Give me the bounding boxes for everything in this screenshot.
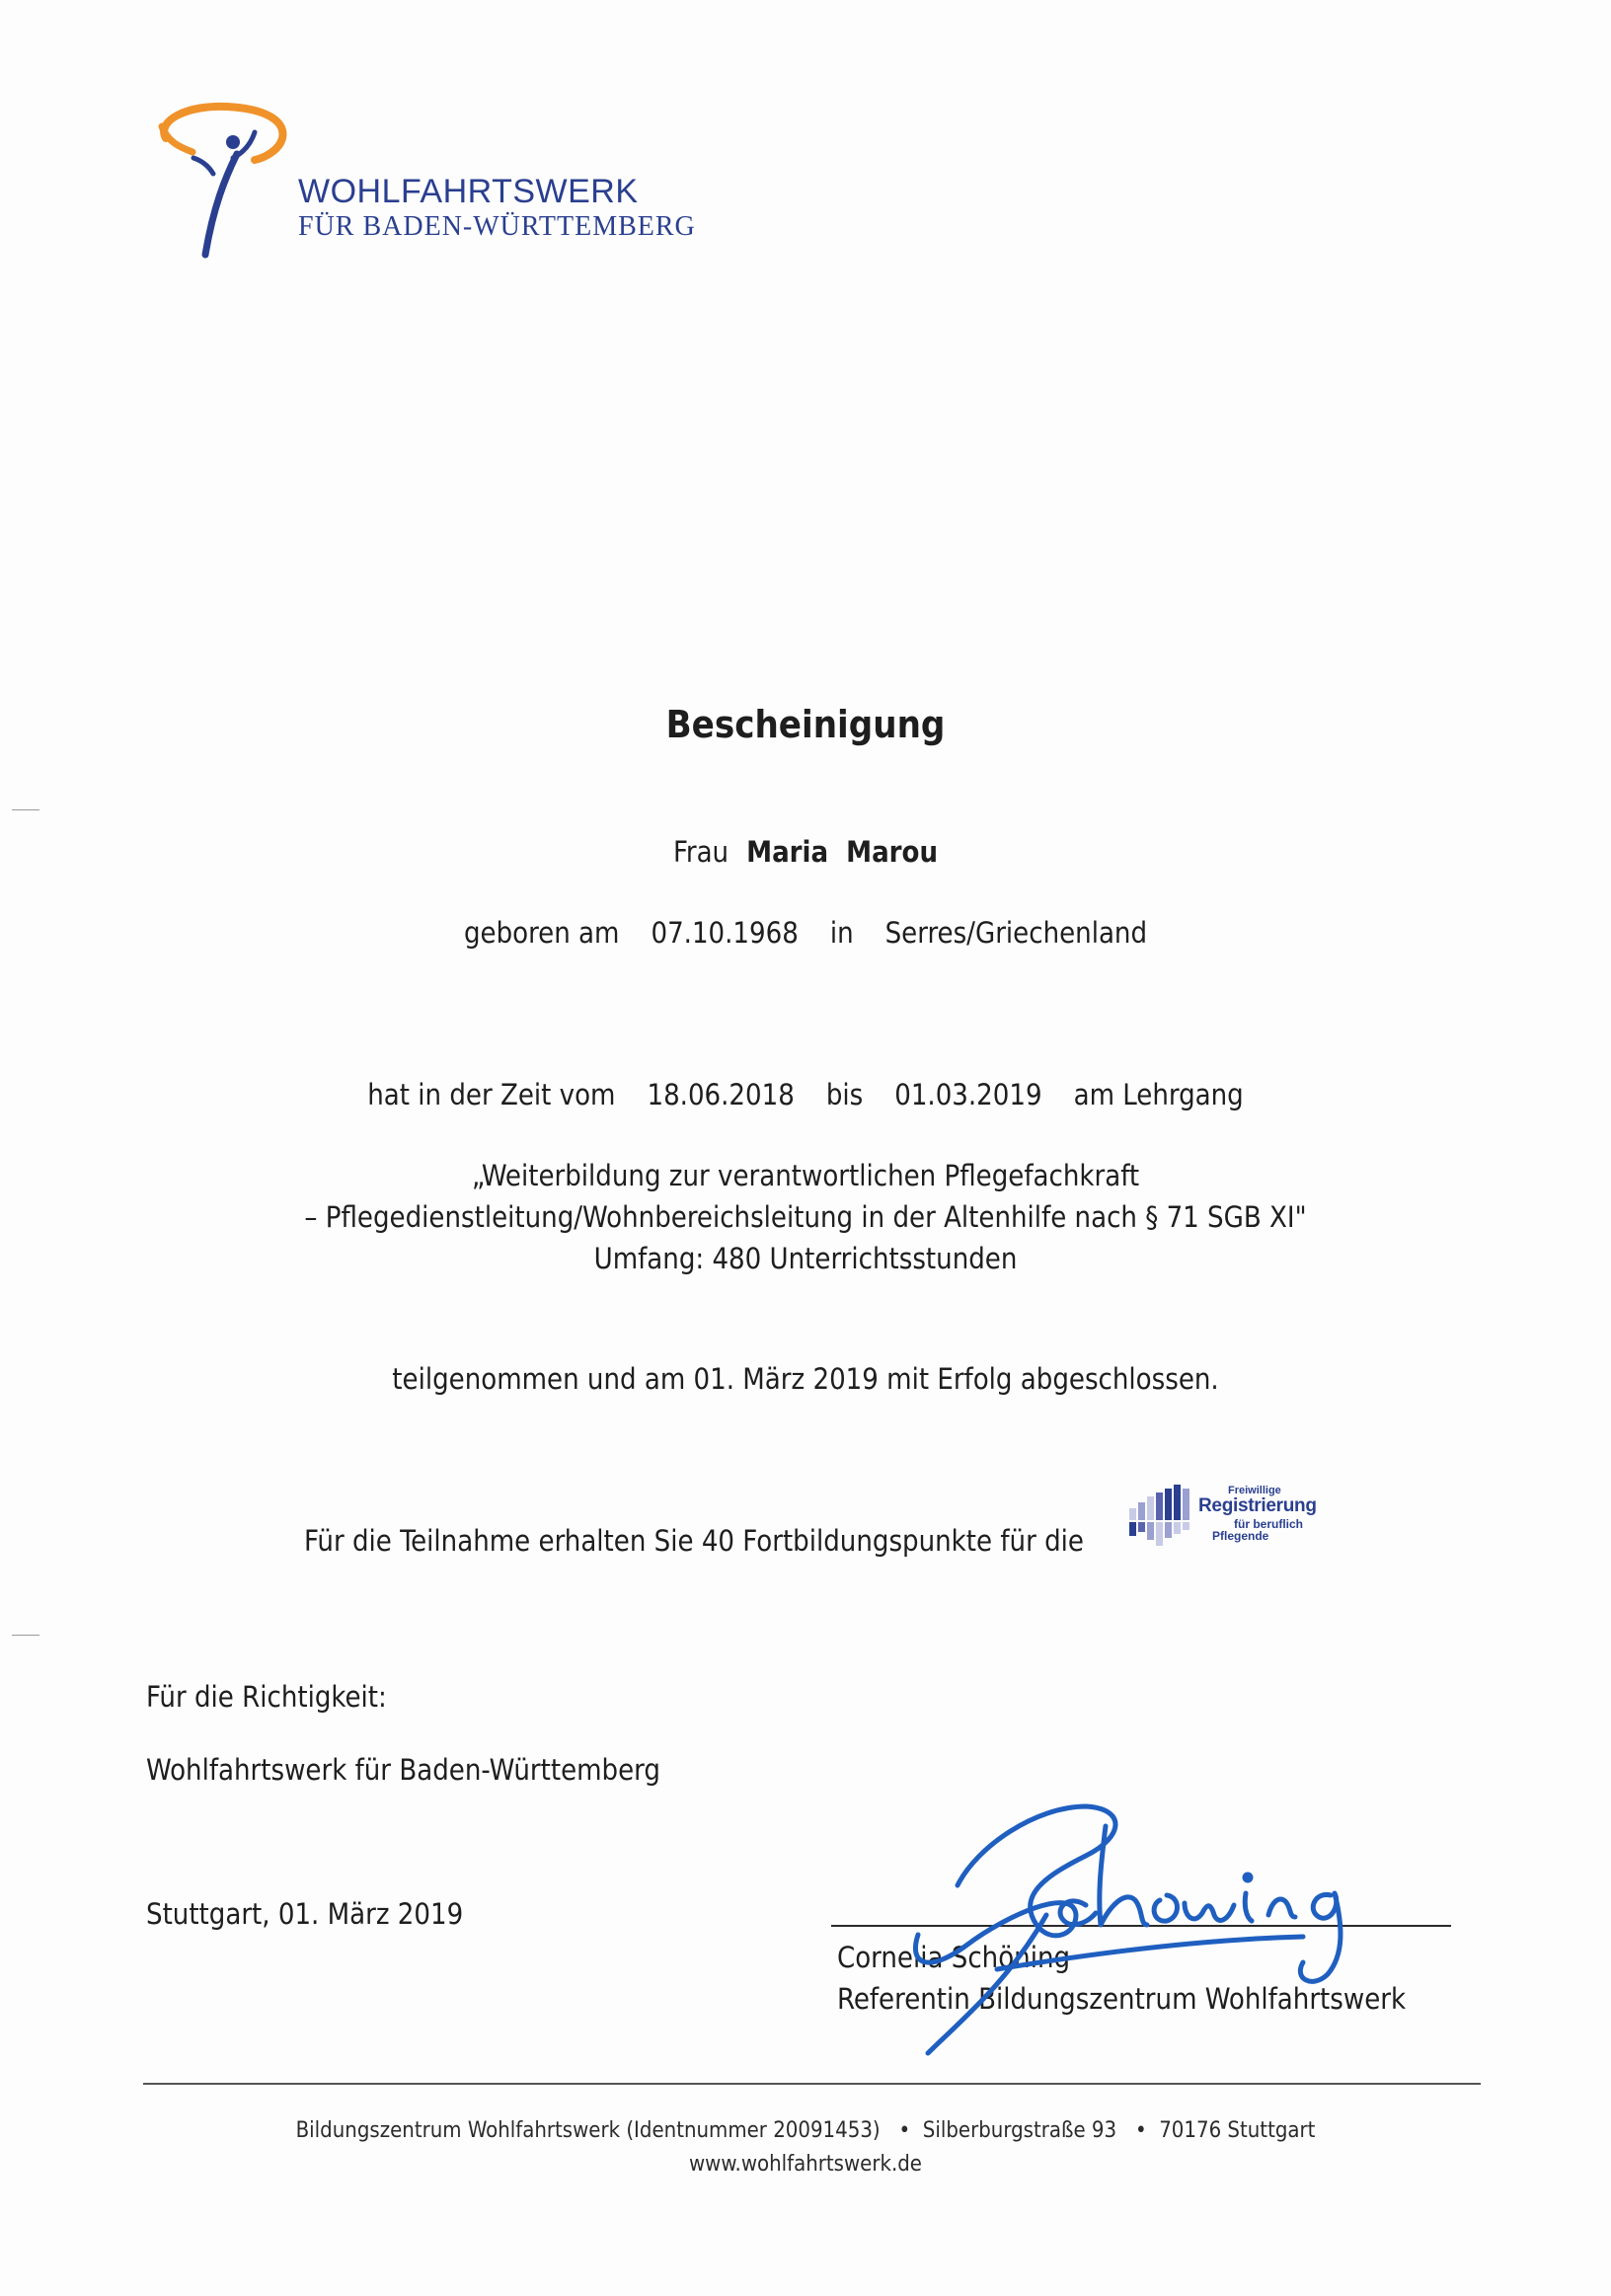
footer-institution: Bildungszentrum Wohlfahrtswerk (Identnummer 20091453) (295, 2118, 881, 2143)
handwritten-signature-image (888, 1767, 1402, 2063)
course-label: am Lehrgang (1073, 1078, 1244, 1111)
stylized-person-with-orange-swoosh-icon (148, 99, 296, 267)
signer-role: Referentin Bildungszentrum Wohlfahrtswerk (837, 1982, 1407, 2016)
logo-text-line2: FÜR BADEN-WÜRTTEMBERG (298, 211, 696, 242)
footer-city: 70176 Stuttgart (1159, 2118, 1316, 2143)
badge-text-line4: Pflegende (1212, 1529, 1269, 1543)
course-title-line2: – Pflegedienstleitung/Wohnbereichsleitung in der Altenhilfe nach § 71 SGB XI" (304, 1200, 1307, 1234)
footer-divider (143, 2083, 1481, 2085)
period-label: hat in der Zeit vom (367, 1078, 616, 1111)
scan-mark (12, 809, 39, 810)
attestation-label: Für die Richtigkeit: (146, 1680, 387, 1714)
first-name: Maria (746, 835, 829, 869)
course-title-line1: „Weiterbildung zur verantwortlichen Pflegefachkraft (471, 1159, 1140, 1192)
completion-statement: teilgenommen und am 01. März 2019 mit Erfolg abgeschlossen. (392, 1362, 1219, 1396)
end-date: 01.03.2019 (894, 1078, 1042, 1111)
period-line (0, 1078, 1611, 1111)
scan-mark (12, 1635, 39, 1636)
birth-line (0, 916, 1611, 950)
birth-place: Serres/Griechenland (884, 916, 1148, 950)
bar-pattern-icon (1125, 1481, 1204, 1552)
salutation: Frau (672, 835, 729, 869)
badge-text-line2: Registrierung (1198, 1495, 1317, 1516)
document-title: Bescheinigung (665, 703, 946, 746)
in-label: in (829, 916, 854, 950)
signer-name: Cornelia Schöning (837, 1941, 1071, 1974)
born-label: geboren am (463, 916, 620, 950)
footer-address (0, 2118, 1611, 2143)
points-statement: Für die Teilnahme erhalten Sie 40 Fortbildungspunkte für die (304, 1524, 1084, 1558)
badge-text-line1: Freiwillige (1228, 1485, 1281, 1496)
until-label: bis (825, 1078, 864, 1111)
logo-text-line1: WOHLFAHRTSWERK (298, 173, 639, 210)
bullet-separator-icon: • (1116, 2118, 1160, 2143)
organization-logo (148, 99, 740, 267)
attestation-organization: Wohlfahrtswerk für Baden-Württemberg (146, 1753, 660, 1787)
footer-street: Silberburgstraße 93 (922, 2118, 1117, 2143)
badge-text-line3: für beruflich (1234, 1517, 1304, 1531)
bullet-separator-icon: • (880, 2118, 923, 2143)
footer-website: www.wohlfahrtswerk.de (688, 2152, 922, 2177)
registration-badge (1125, 1481, 1342, 1552)
course-scope: Umfang: 480 Unterrichtsstunden (593, 1242, 1018, 1275)
last-name: Marou (846, 835, 939, 869)
place-date: Stuttgart, 01. März 2019 (146, 1897, 464, 1931)
birth-date: 07.10.1968 (651, 916, 799, 950)
start-date: 18.06.2018 (647, 1078, 795, 1111)
recipient-line (0, 835, 1611, 869)
